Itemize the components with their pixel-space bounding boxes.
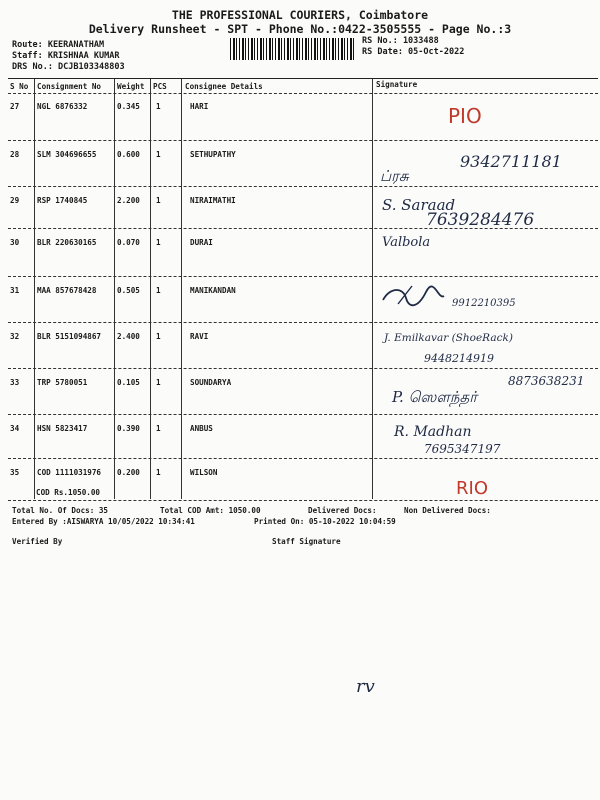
total-docs: Total No. Of Docs: 35 [12, 506, 109, 515]
row-divider [8, 414, 598, 415]
row-consignee: HARI [190, 102, 209, 111]
signature-34-phone: 7695347197 [424, 442, 501, 456]
row-consignee: SOUNDARYA [190, 378, 232, 387]
signature-33-phone: 8873638231 [508, 374, 585, 388]
row-weight: 0.600 [117, 150, 140, 159]
col-weight: Weight [117, 82, 145, 91]
signature-31-scrawl [378, 282, 448, 312]
row-sno: 30 [10, 238, 20, 247]
total-cod: Total COD Amt: 1050.00 [160, 506, 261, 515]
staff-label: Staff: KRISHNAA KUMAR [12, 51, 120, 61]
row-sno: 27 [10, 102, 20, 111]
row-consignee: NIRAIMATHI [190, 196, 236, 205]
row-consignee: DURAI [190, 238, 213, 247]
row-sno: 29 [10, 196, 20, 205]
row-sno: 34 [10, 424, 20, 433]
row-consignment: BLR 5151094867 [37, 332, 102, 341]
signature-31-phone: 9912210395 [452, 298, 516, 309]
row-consignee: ANBUS [190, 424, 213, 433]
row-divider [8, 276, 598, 277]
non-delivered-docs: Non Delivered Docs: [404, 506, 491, 515]
signature-28-name: ப்ரசு [380, 167, 409, 185]
col-divider [114, 79, 115, 499]
footer-rule [8, 500, 598, 501]
row-consignment: NGL 6876332 [37, 102, 88, 111]
row-consignee: MANIKANDAN [190, 286, 236, 295]
col-divider [150, 79, 151, 499]
staff-signature: Staff Signature [272, 537, 341, 546]
row-divider [8, 140, 598, 141]
row-weight: 0.105 [117, 378, 140, 387]
runsheet-title: Delivery Runsheet - SPT - Phone No.:0422-3505555 - Page No.:3 [88, 22, 512, 36]
col-consignment: Consignment No [37, 82, 102, 91]
pen-mark: rv [356, 676, 375, 697]
row-divider [8, 322, 598, 323]
row-weight: 0.200 [117, 468, 140, 477]
row-pcs: 1 [156, 150, 161, 159]
row-divider [8, 458, 598, 459]
row-weight: 0.070 [117, 238, 140, 247]
row-consignee: RAVI [190, 332, 209, 341]
col-pcs: PCS [153, 82, 167, 91]
verified-by: Verified By [12, 537, 63, 546]
row-pcs: 1 [156, 196, 161, 205]
row-pcs: 1 [156, 468, 161, 477]
company-title: THE PROFESSIONAL COURIERS, Coimbatore [171, 8, 429, 22]
header-rule [8, 93, 598, 94]
row-weight: 0.345 [117, 102, 140, 111]
row-sno: 33 [10, 378, 20, 387]
row-consignment: MAA 857678428 [37, 286, 97, 295]
signature-30: Valbola [382, 235, 431, 250]
col-signature: Signature [376, 80, 418, 89]
row-consignment: BLR 220630165 [37, 238, 97, 247]
row-sno: 32 [10, 332, 20, 341]
cod-note: COD Rs.1050.00 [36, 488, 101, 497]
barcode [230, 38, 355, 60]
row-consignment: COD 1111031976 [37, 468, 102, 477]
row-pcs: 1 [156, 102, 161, 111]
signature-28-phone: 9342711181 [460, 152, 562, 171]
delivered-docs: Delivered Docs: [308, 506, 377, 515]
col-divider [34, 79, 35, 499]
signature-29-name: S. Saraad [382, 196, 456, 214]
entered-by: Entered By :AISWARYA 10/05/2022 10:34:41 [12, 517, 195, 526]
route-label: Route: KEERANATHAM [12, 40, 105, 50]
row-sno: 28 [10, 150, 20, 159]
signature-32-phone: 9448214919 [424, 352, 494, 365]
col-divider [181, 79, 182, 499]
col-divider [372, 79, 373, 499]
row-consignment: TRP 5780051 [37, 378, 88, 387]
row-weight: 2.400 [117, 332, 140, 341]
drs-number: DRS No.: DCJB103348803 [12, 62, 125, 72]
rs-number: RS No.: 1033488 [362, 36, 439, 46]
row-weight: 2.200 [117, 196, 140, 205]
table-top-rule [8, 78, 598, 79]
col-consignee: Consignee Details [185, 82, 263, 91]
printed-on: Printed On: 05-10-2022 10:04:59 [254, 517, 396, 526]
signature-34-name: R. Madhan [394, 424, 472, 440]
row-weight: 0.390 [117, 424, 140, 433]
signature-27: PIO [448, 104, 482, 128]
row-pcs: 1 [156, 424, 161, 433]
signature-33-name: P. ஸௌந்தர் [392, 388, 478, 406]
row-weight: 0.505 [117, 286, 140, 295]
rs-date: RS Date: 05-Oct-2022 [362, 47, 465, 57]
row-pcs: 1 [156, 238, 161, 247]
row-divider [8, 186, 598, 187]
row-sno: 31 [10, 286, 20, 295]
signature-35: RIO [456, 478, 488, 499]
row-pcs: 1 [156, 332, 161, 341]
row-consignee: WILSON [190, 468, 218, 477]
row-consignee: SETHUPATHY [190, 150, 236, 159]
row-pcs: 1 [156, 286, 161, 295]
col-sno: S No [10, 82, 29, 91]
row-consignment: SLM 304696655 [37, 150, 97, 159]
row-consignment: RSP 1740845 [37, 196, 88, 205]
row-divider [8, 368, 598, 369]
row-pcs: 1 [156, 378, 161, 387]
signature-29-phone: 7639284476 [426, 210, 535, 230]
row-sno: 35 [10, 468, 20, 477]
row-consignment: HSN 5823417 [37, 424, 88, 433]
signature-32-name: J. Emilkavar (ShoeRack) [384, 332, 513, 344]
